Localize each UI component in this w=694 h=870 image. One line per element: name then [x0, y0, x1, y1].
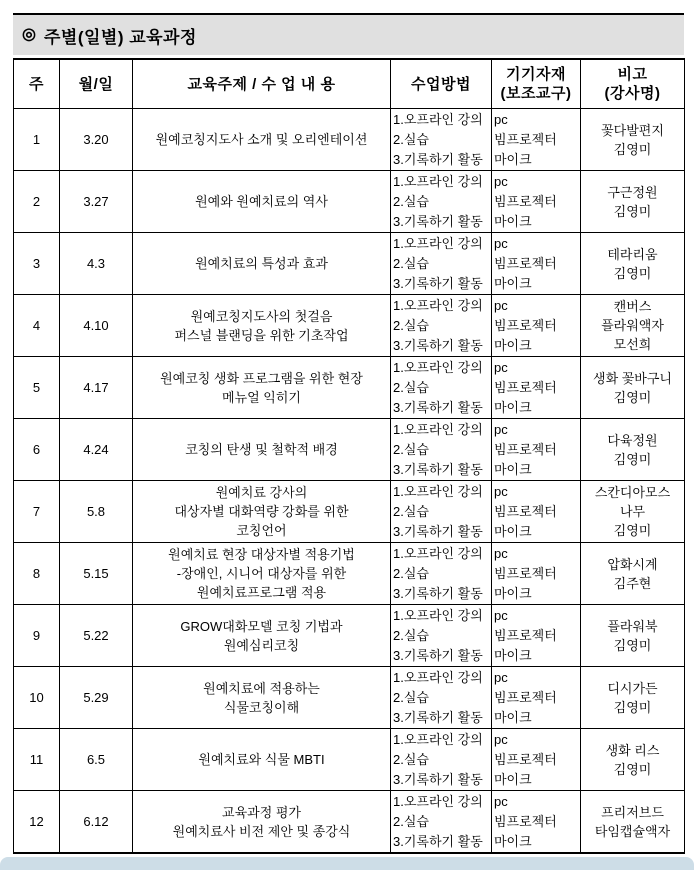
- table-row: [14, 233, 685, 295]
- date-cell-line: 4.17: [83, 380, 109, 395]
- equipment-cell-line: pc: [494, 607, 508, 623]
- equipment-cell-line: 빔프로젝터: [494, 317, 557, 333]
- week-cell: [14, 791, 60, 854]
- section-title-bar: [13, 13, 684, 55]
- note-cell-line: 캔버스: [613, 299, 652, 314]
- note-cell-line: 김영미: [613, 451, 652, 467]
- equipment-cell-line: 마이크: [494, 709, 532, 725]
- method-cell-line: 1.오프라인 강의: [393, 483, 483, 499]
- note-cell: [581, 357, 685, 419]
- equipment-cell-line: pc: [494, 545, 508, 561]
- date-cell: [60, 543, 133, 605]
- method-cell-line: 2.실습: [393, 689, 429, 705]
- table-row: [14, 109, 685, 171]
- note-cell-line: 스칸디아모스: [594, 485, 671, 500]
- footer-highlight-bar: [0, 857, 694, 870]
- equipment-cell-line: pc: [494, 359, 508, 375]
- topic-cell: [133, 481, 391, 543]
- header-note: [581, 59, 685, 109]
- equipment-cell: [492, 543, 581, 605]
- equipment-cell-line: 빔프로젝터: [494, 441, 557, 457]
- table-row: [14, 171, 685, 233]
- equipment-cell-line: pc: [494, 173, 508, 189]
- week-cell: [14, 481, 60, 543]
- header-topic: [133, 59, 391, 109]
- equipment-cell-line: 마이크: [494, 337, 532, 353]
- date-cell: [60, 109, 133, 171]
- note-cell: [581, 481, 685, 543]
- date-cell: [60, 667, 133, 729]
- week-cell: [14, 605, 60, 667]
- topic-cell: [133, 171, 391, 233]
- equipment-cell-line: 마이크: [494, 833, 532, 849]
- equipment-cell-line: pc: [494, 483, 508, 499]
- method-cell-line: 3.기록하기 활동: [393, 337, 483, 353]
- note-cell-line: 김영미: [613, 523, 652, 538]
- header-week: [14, 59, 60, 109]
- method-cell-line: 2.실습: [393, 131, 429, 147]
- method-cell-line: 3.기록하기 활동: [393, 461, 483, 477]
- topic-cell: [133, 295, 391, 357]
- topic-cell: [133, 419, 391, 481]
- note-cell-line: 김영미: [613, 761, 652, 777]
- note-cell-line: 디시가든: [607, 680, 658, 696]
- equipment-cell-line: 빔프로젝터: [494, 193, 557, 209]
- method-cell-line: 2.실습: [393, 565, 429, 581]
- topic-cell: [133, 791, 391, 854]
- week-cell: [14, 667, 60, 729]
- equipment-cell-line: 빔프로젝터: [494, 751, 557, 767]
- equipment-cell-line: 빔프로젝터: [494, 689, 557, 705]
- date-cell: [60, 171, 133, 233]
- topic-cell-line: 원예코칭지도사 소개 및 오리엔테이션: [155, 132, 368, 147]
- equipment-cell-line: pc: [494, 669, 508, 685]
- note-cell-line: 김영미: [613, 265, 652, 281]
- header-equipment: [492, 59, 581, 109]
- equipment-cell: [492, 605, 581, 667]
- topic-cell: [133, 109, 391, 171]
- note-cell: [581, 791, 685, 854]
- date-cell: [60, 295, 133, 357]
- method-cell-line: 2.실습: [393, 813, 429, 829]
- header-note-label: 비고: [617, 66, 648, 83]
- week-cell-line: 4: [32, 318, 41, 333]
- equipment-cell-line: 빔프로젝터: [494, 503, 557, 519]
- note-cell-line: 김영미: [613, 637, 652, 653]
- note-cell-line: 김주현: [613, 575, 652, 591]
- note-cell-line: 생화 꽃바구니: [593, 370, 672, 386]
- method-cell-line: 3.기록하기 활동: [393, 523, 483, 539]
- method-cell-line: 3.기록하기 활동: [393, 151, 483, 167]
- topic-cell-line: 퍼스널 블랜딩을 위한 기초작업: [174, 327, 349, 343]
- topic-cell-line: 원예치료에 적용하는: [203, 680, 320, 696]
- note-cell-line: 모선희: [613, 337, 652, 352]
- method-cell-line: 1.오프라인 강의: [393, 421, 483, 437]
- topic-cell-line: 메뉴얼 익히기: [222, 389, 301, 405]
- date-cell: [60, 233, 133, 295]
- topic-cell-line: 원예코칭 생화 프로그램을 위한 현장: [160, 370, 363, 386]
- equipment-cell-line: 빔프로젝터: [494, 379, 557, 395]
- table-row: [14, 543, 685, 605]
- method-cell-line: 3.기록하기 활동: [393, 709, 483, 725]
- method-cell-line: 2.실습: [393, 441, 429, 457]
- week-cell-line: 9: [32, 628, 41, 643]
- note-cell: [581, 605, 685, 667]
- equipment-cell-line: 빔프로젝터: [494, 813, 557, 829]
- method-cell-line: 2.실습: [393, 503, 429, 519]
- topic-cell: [133, 667, 391, 729]
- week-cell: [14, 729, 60, 791]
- date-cell-line: 6.12: [83, 814, 109, 829]
- note-cell: [581, 419, 685, 481]
- date-cell: [60, 481, 133, 543]
- equipment-cell-line: pc: [494, 793, 508, 809]
- method-cell-line: 1.오프라인 강의: [393, 173, 483, 189]
- date-cell-line: 3.20: [83, 132, 109, 147]
- double-circle-icon: ◎: [22, 26, 36, 43]
- method-cell-line: 1.오프라인 강의: [393, 359, 483, 375]
- topic-cell-line: -장애인, 시니어 대상자를 위한: [176, 566, 347, 581]
- week-cell-line: 10: [29, 690, 44, 705]
- note-cell: [581, 233, 685, 295]
- note-cell-line: 타임캡슐액자: [594, 823, 671, 839]
- date-cell-line: 4.24: [83, 442, 109, 457]
- note-cell: [581, 295, 685, 357]
- course-table-body: [14, 109, 685, 854]
- week-cell: [14, 419, 60, 481]
- topic-cell: [133, 605, 391, 667]
- equipment-cell-line: 빔프로젝터: [494, 131, 557, 147]
- note-cell-line: 김영미: [613, 141, 652, 157]
- table-row: [14, 481, 685, 543]
- note-cell-line: 다육정원: [607, 432, 658, 448]
- method-cell: [391, 109, 492, 171]
- topic-cell: [133, 357, 391, 419]
- date-cell: [60, 729, 133, 791]
- date-cell-line: 4.10: [83, 318, 109, 333]
- week-cell-line: 12: [29, 814, 44, 829]
- topic-cell-line: 교육과정 평가: [222, 804, 301, 820]
- topic-cell-line: GROW대화모델 코칭 기법과: [180, 618, 343, 634]
- header-date-label: 월/일: [78, 75, 114, 93]
- method-cell: [391, 729, 492, 791]
- table-row: [14, 605, 685, 667]
- method-cell: [391, 233, 492, 295]
- equipment-cell: [492, 295, 581, 357]
- method-cell-line: 2.실습: [393, 751, 429, 767]
- note-cell-line: 나무: [619, 504, 646, 519]
- header-row: [14, 59, 685, 109]
- method-cell-line: 1.오프라인 강의: [393, 111, 483, 127]
- week-cell: [14, 543, 60, 605]
- week-cell-line: 7: [32, 504, 41, 519]
- method-cell: [391, 605, 492, 667]
- equipment-cell: [492, 171, 581, 233]
- week-cell-line: 8: [32, 566, 41, 581]
- topic-cell-line: 코칭언어: [236, 523, 287, 538]
- method-cell-line: 3.기록하기 활동: [393, 585, 483, 601]
- equipment-cell: [492, 109, 581, 171]
- header-note-sublabel: (강사명): [604, 85, 661, 102]
- note-cell-line: 김영미: [613, 389, 652, 405]
- note-cell-line: 구근정원: [607, 184, 658, 200]
- date-cell-line: 6.5: [86, 752, 106, 767]
- note-cell-line: 김영미: [613, 203, 652, 219]
- method-cell-line: 1.오프라인 강의: [393, 731, 483, 747]
- method-cell-line: 3.기록하기 활동: [393, 213, 483, 229]
- week-cell: [14, 295, 60, 357]
- method-cell-line: 2.실습: [393, 193, 429, 209]
- week-cell-line: 2: [32, 194, 41, 209]
- equipment-cell-line: 마이크: [494, 399, 532, 415]
- equipment-cell-line: 마이크: [494, 213, 532, 229]
- header-date: [60, 59, 133, 109]
- equipment-cell-line: 마이크: [494, 275, 532, 291]
- table-row: [14, 419, 685, 481]
- equipment-cell-line: pc: [494, 421, 508, 437]
- equipment-cell-line: 마이크: [494, 461, 532, 477]
- method-cell-line: 1.오프라인 강의: [393, 545, 483, 561]
- topic-cell: [133, 233, 391, 295]
- method-cell: [391, 171, 492, 233]
- method-cell-line: 1.오프라인 강의: [393, 297, 483, 313]
- week-cell: [14, 171, 60, 233]
- week-cell-line: 5: [32, 380, 41, 395]
- date-cell: [60, 357, 133, 419]
- method-cell-line: 1.오프라인 강의: [393, 607, 483, 623]
- note-cell-line: 김영미: [613, 699, 652, 715]
- table-row: [14, 667, 685, 729]
- method-cell-line: 3.기록하기 활동: [393, 833, 483, 849]
- topic-cell-line: 식물코칭이해: [223, 699, 300, 715]
- table-row: [14, 295, 685, 357]
- header-topic-label: 교육주제 / 수 업 내 용: [187, 75, 336, 93]
- note-cell-line: 플라워액자: [601, 318, 664, 333]
- method-cell: [391, 667, 492, 729]
- method-cell-line: 3.기록하기 활동: [393, 771, 483, 787]
- method-cell-line: 3.기록하기 활동: [393, 647, 483, 663]
- equipment-cell-line: pc: [494, 297, 508, 313]
- note-cell-line: 압화시계: [607, 556, 658, 572]
- equipment-cell: [492, 481, 581, 543]
- date-cell-line: 5.8: [86, 504, 106, 519]
- method-cell: [391, 419, 492, 481]
- method-cell: [391, 791, 492, 854]
- equipment-cell: [492, 357, 581, 419]
- method-cell-line: 1.오프라인 강의: [393, 669, 483, 685]
- week-cell-line: 11: [29, 752, 44, 767]
- table-row: [14, 357, 685, 419]
- equipment-cell: [492, 791, 581, 854]
- topic-cell-line: 코칭의 탄생 및 철학적 배경: [185, 442, 338, 457]
- topic-cell: [133, 543, 391, 605]
- topic-cell-line: 원예코칭지도사의 첫걸음: [190, 308, 333, 324]
- header-method: [391, 59, 492, 109]
- date-cell: [60, 419, 133, 481]
- week-cell: [14, 357, 60, 419]
- week-cell: [14, 233, 60, 295]
- method-cell: [391, 357, 492, 419]
- week-cell: [14, 109, 60, 171]
- course-table-header: [14, 59, 685, 109]
- date-cell-line: 4.3: [86, 256, 106, 271]
- topic-cell-line: 대상자별 대화역량 강화를 위한: [174, 504, 349, 519]
- header-method-label: 수업방법: [411, 75, 471, 93]
- equipment-cell-line: pc: [494, 731, 508, 747]
- equipment-cell-line: 마이크: [494, 523, 532, 539]
- note-cell-line: 생화 리스: [605, 742, 660, 758]
- page-title: 주별(일별) 교육과정: [43, 27, 197, 47]
- topic-cell-line: 원예심리코칭: [223, 637, 300, 653]
- note-cell: [581, 667, 685, 729]
- method-cell-line: 1.오프라인 강의: [393, 793, 483, 809]
- method-cell-line: 1.오프라인 강의: [393, 235, 483, 251]
- equipment-cell: [492, 233, 581, 295]
- equipment-cell-line: 빔프로젝터: [494, 255, 557, 271]
- method-cell: [391, 481, 492, 543]
- method-cell-line: 2.실습: [393, 379, 429, 395]
- week-cell-line: 1: [32, 132, 41, 147]
- method-cell-line: 3.기록하기 활동: [393, 275, 483, 291]
- topic-cell: [133, 729, 391, 791]
- date-cell-line: 5.15: [83, 566, 109, 581]
- topic-cell-line: 원예치료의 특성과 효과: [195, 256, 328, 271]
- date-cell: [60, 791, 133, 854]
- date-cell: [60, 605, 133, 667]
- course-table: [13, 58, 685, 854]
- note-cell-line: 꽃다발편지: [601, 122, 664, 138]
- header-equipment-label: 기기자재: [506, 66, 566, 83]
- note-cell: [581, 729, 685, 791]
- equipment-cell-line: pc: [494, 235, 508, 251]
- table-row: [14, 791, 685, 854]
- topic-cell-line: 원예치료사 비전 제안 및 종강식: [172, 823, 351, 839]
- method-cell-line: 2.실습: [393, 255, 429, 271]
- header-equipment-sublabel: (보조교구): [500, 85, 572, 102]
- equipment-cell-line: 빔프로젝터: [494, 627, 557, 643]
- topic-cell-line: 원예치료와 식물 MBTI: [198, 752, 325, 767]
- method-cell-line: 2.실습: [393, 317, 429, 333]
- header-week-label: 주: [29, 75, 44, 93]
- topic-cell-line: 원예치료 강사의: [215, 485, 308, 500]
- equipment-cell-line: 마이크: [494, 647, 532, 663]
- equipment-cell-line: 마이크: [494, 771, 532, 787]
- equipment-cell: [492, 667, 581, 729]
- date-cell-line: 5.22: [83, 628, 109, 643]
- week-cell-line: 6: [32, 442, 41, 457]
- note-cell-line: 프리저브드: [601, 804, 664, 820]
- note-cell-line: 테라리움: [607, 246, 658, 262]
- note-cell: [581, 109, 685, 171]
- topic-cell-line: 원예치료프로그램 적용: [196, 585, 327, 600]
- week-cell-line: 3: [32, 256, 41, 271]
- equipment-cell-line: 빔프로젝터: [494, 565, 557, 581]
- equipment-cell-line: 마이크: [494, 585, 532, 601]
- method-cell: [391, 295, 492, 357]
- date-cell-line: 3.27: [83, 194, 109, 209]
- equipment-cell-line: pc: [494, 111, 508, 127]
- topic-cell-line: 원예와 원예치료의 역사: [195, 194, 328, 209]
- topic-cell-line: 원예치료 현장 대상자별 적용기법: [168, 547, 355, 562]
- note-cell: [581, 171, 685, 233]
- method-cell-line: 2.실습: [393, 627, 429, 643]
- equipment-cell: [492, 729, 581, 791]
- note-cell: [581, 543, 685, 605]
- note-cell-line: 플라워북: [607, 618, 658, 634]
- equipment-cell-line: 마이크: [494, 151, 532, 167]
- equipment-cell: [492, 419, 581, 481]
- table-row: [14, 729, 685, 791]
- date-cell-line: 5.29: [83, 690, 109, 705]
- method-cell: [391, 543, 492, 605]
- method-cell-line: 3.기록하기 활동: [393, 399, 483, 415]
